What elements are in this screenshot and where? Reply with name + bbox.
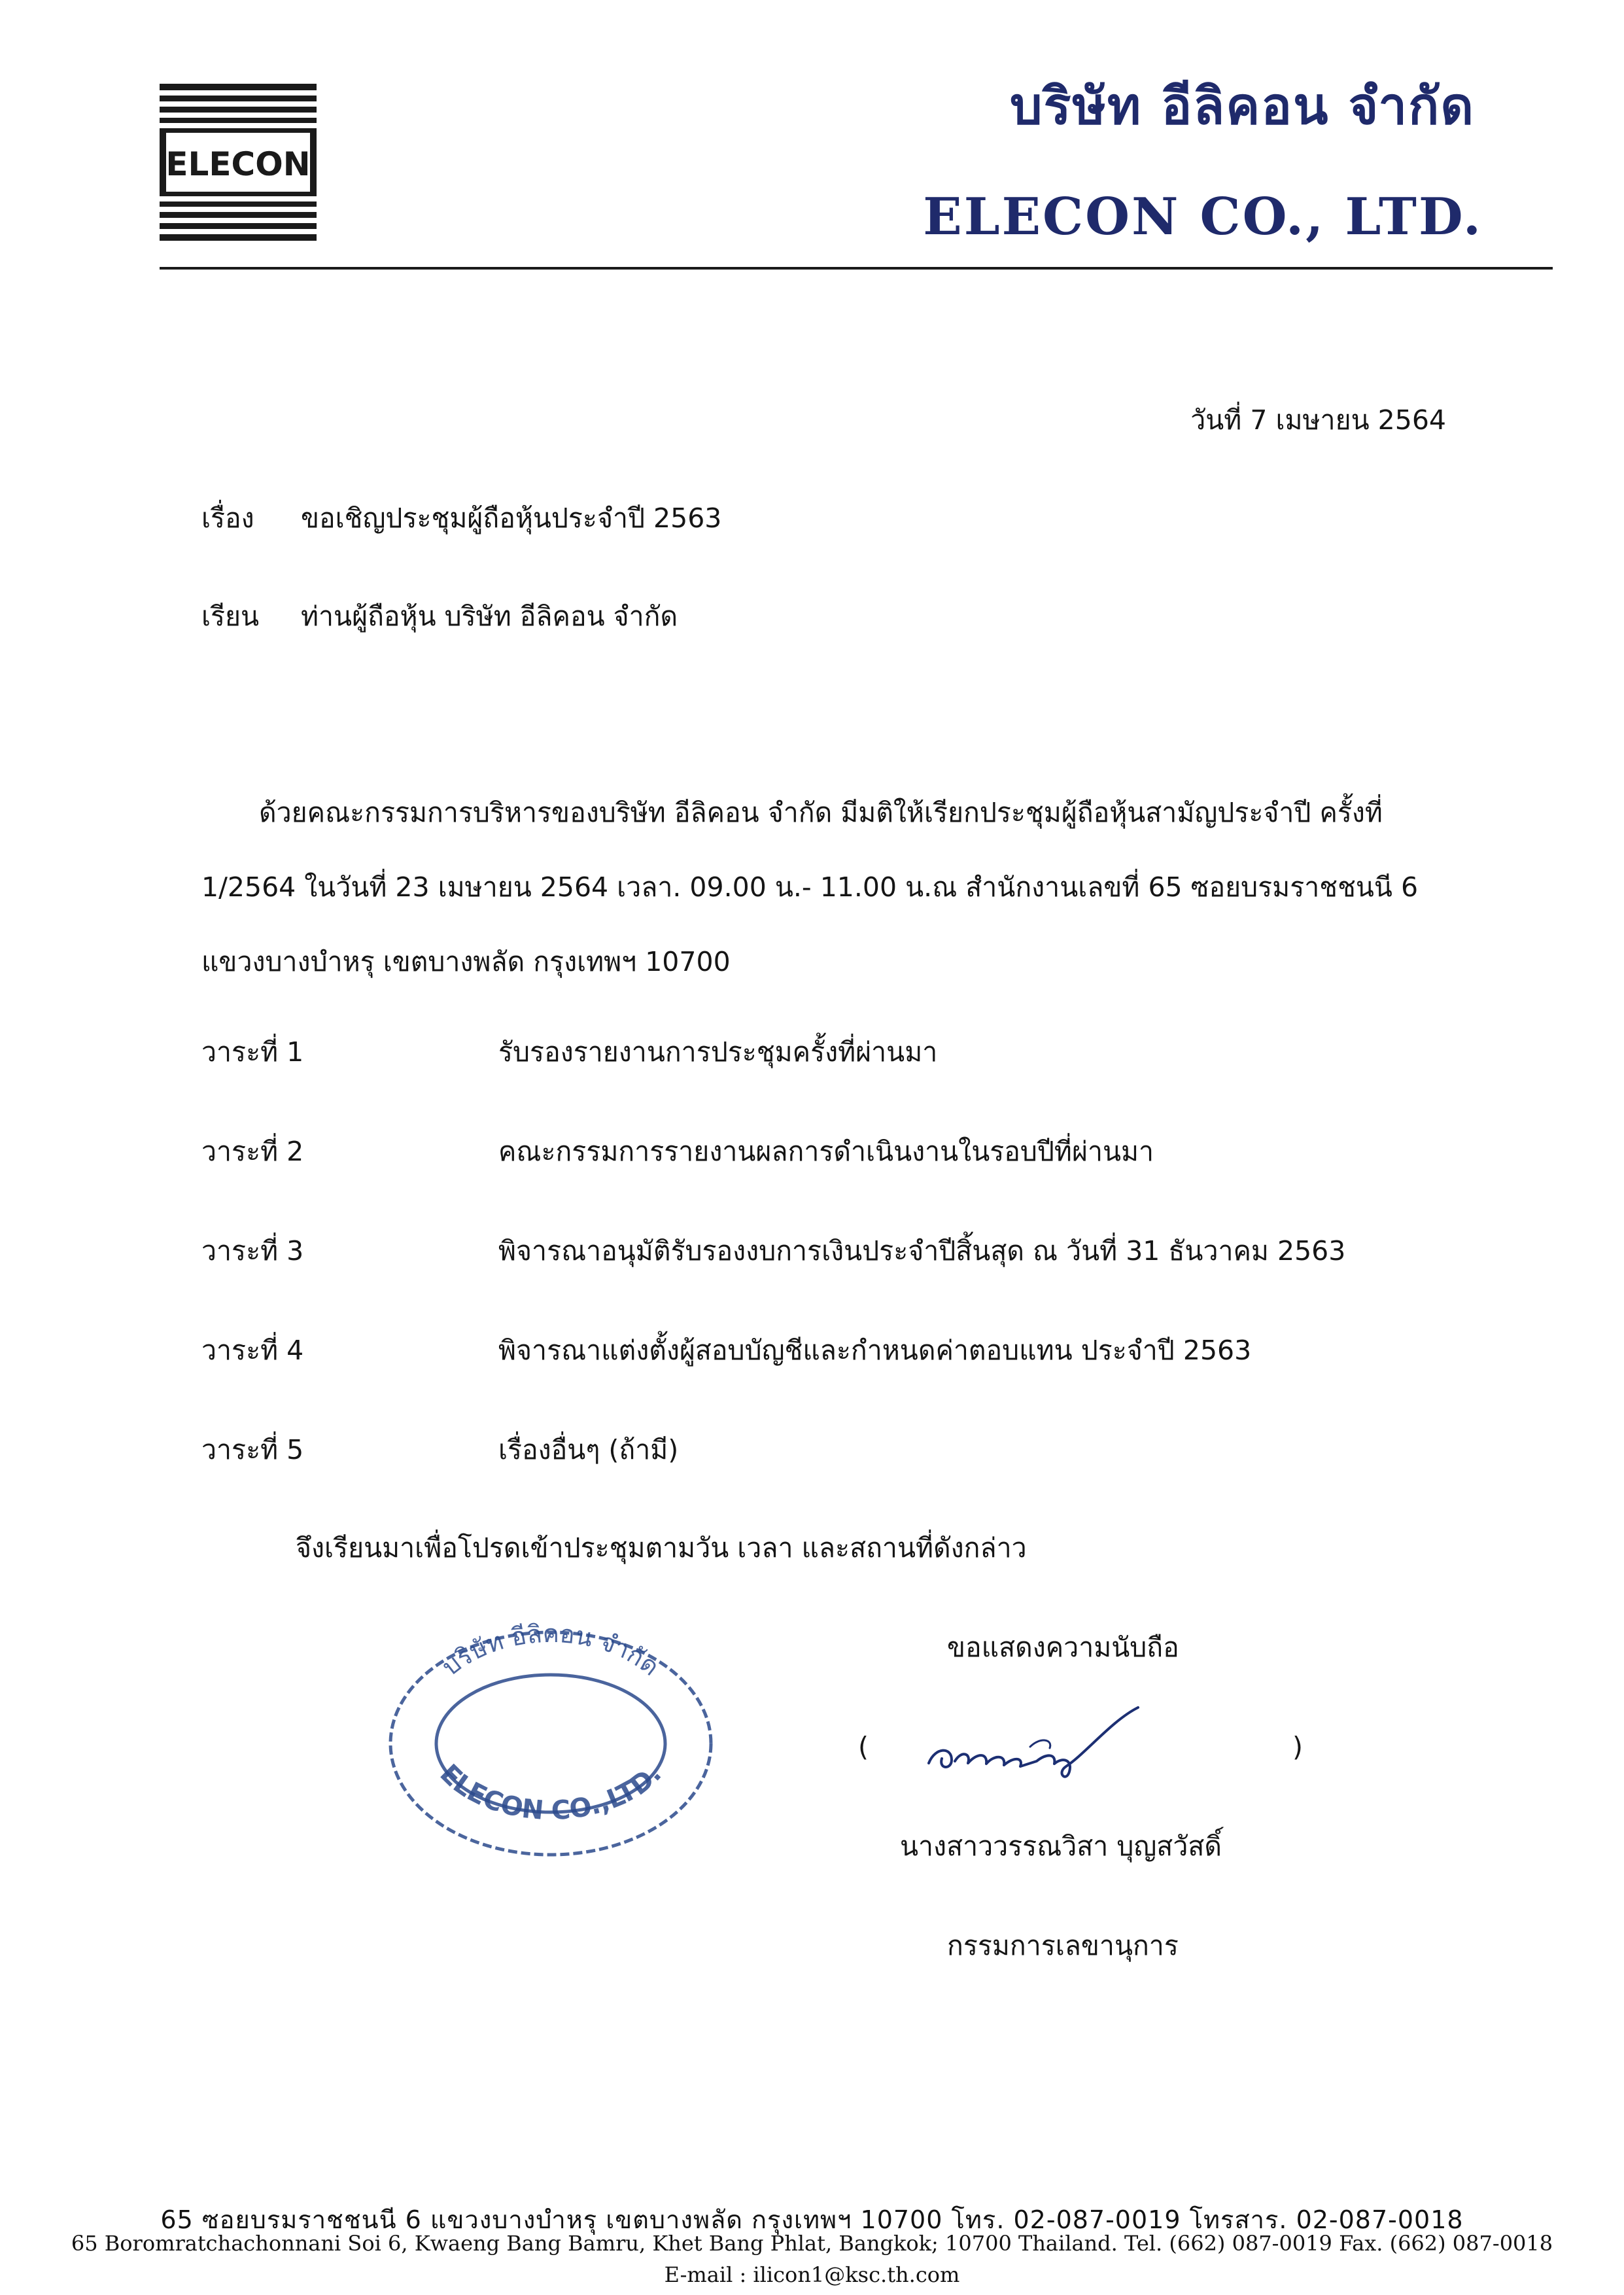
footer-email: E-mail : ilicon1@ksc.th.com	[664, 2262, 960, 2287]
company-name-th: บริษัท อีลิคอน จำกัด	[1010, 77, 1475, 136]
signature-paren-open: (	[858, 1731, 869, 1762]
company-seal-icon	[381, 1609, 721, 1858]
regards-text: ขอแสดงความนับถือ	[947, 1632, 1179, 1663]
subject-text: ขอเชิญประชุมผู้ถือหุ้นประจำปี 2563	[301, 502, 722, 534]
letter-date: วันที่ 7 เมษายน 2564	[1190, 404, 1446, 436]
recipient-text: ท่านผู้ถือหุ้น บริษัท อีลิคอน จำกัด	[301, 601, 678, 632]
svg-text:ELECON CO.,LTD.	[434, 1759, 668, 1826]
agenda-text-4: พิจารณาแต่งตั้งผู้สอบบัญชีและกำหนดค่าตอบแทน ประจำปี 2563	[498, 1335, 1252, 1366]
seal-text-en: ELECON CO.,LTD.	[434, 1759, 668, 1827]
company-logo	[160, 84, 317, 241]
agenda-text-3: พิจารณาอนุมัติรับรองงบการเงินประจำปีสิ้นสุด ณ วันที่ 31 ธันวาคม 2563	[498, 1235, 1346, 1267]
logo-text: ELECON	[165, 145, 311, 183]
signer-position: กรรมการเลขานุการ	[947, 1930, 1179, 1961]
body-line-3: แขวงบางบำหรุ เขตบางพลัด กรุงเทพฯ 10700	[201, 946, 731, 977]
svg-text:บริษัท อีลิคอน จำกัด	[436, 1619, 665, 1681]
agenda-label-1: วาระที่ 1	[201, 1036, 304, 1068]
agenda-label-5: วาระที่ 5	[201, 1434, 304, 1465]
footer-address-en: 65 Boromratchachonnani Soi 6, Kwaeng Bang Bamru, Khet Bang Phlat, Bangkok; 10700 Thailand. Tel. (662) 087-0019 Fax. (662) 087-0018	[71, 2231, 1553, 2256]
signature-paren-close: )	[1292, 1731, 1303, 1762]
footer-address-th: 65 ซอยบรมราชชนนี 6 แขวงบางบำหรุ เขตบางพลัด กรุงเทพฯ 10700 โทร. 02-087-0019 โทรสาร. 02-087-0018	[160, 2205, 1464, 2234]
closing-line: จึงเรียนมาเพื่อโปรดเข้าประชุมตามวัน เวลา และสถานที่ดังกล่าว	[296, 1532, 1027, 1564]
body-line-1: ด้วยคณะกรรมการบริหารของบริษัท อีลิคอน จำกัด มีมติให้เรียกประชุมผู้ถือหุ้นสามัญประจำปี ครั้งที่	[259, 797, 1383, 828]
handwritten-signature-icon	[916, 1701, 1151, 1799]
letterhead-divider	[160, 267, 1553, 270]
agenda-text-2: คณะกรรมการรายงานผลการดำเนินงานในรอบปีที่ผ่านมา	[498, 1136, 1154, 1167]
seal-text-th: บริษัท อีลิคอน จำกัด	[436, 1619, 665, 1682]
agenda-label-3: วาระที่ 3	[201, 1235, 304, 1267]
company-name-en: ELECON CO., LTD.	[923, 187, 1483, 247]
body-line-2: 1/2564 ในวันที่ 23 เมษายน 2564 เวลา. 09.00 น.- 11.00 น.ณ สำนักงานเลขที่ 65 ซอยบรมราชชนนี 6	[201, 871, 1419, 903]
agenda-label-2: วาระที่ 2	[201, 1136, 304, 1167]
signer-name: นางสาววรรณวิสา บุญสวัสดิ์	[900, 1831, 1222, 1862]
agenda-text-1: รับรองรายงานการประชุมครั้งที่ผ่านมา	[498, 1036, 938, 1068]
subject-label: เรื่อง	[201, 502, 254, 534]
recipient-label: เรียน	[201, 601, 260, 632]
agenda-text-5: เรื่องอื่นๆ (ถ้ามี)	[498, 1434, 679, 1465]
agenda-label-4: วาระที่ 4	[201, 1335, 304, 1366]
